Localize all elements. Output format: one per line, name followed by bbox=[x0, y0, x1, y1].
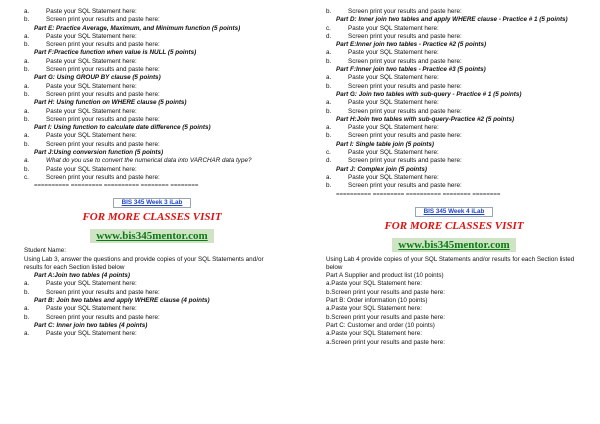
instruction-text: Paste your SQL Statement here: bbox=[348, 124, 439, 132]
body-text-line: Part C: Customer and order (10 points) bbox=[326, 321, 435, 329]
part-heading: Part G: Join two tables with sub-query - Practice # 1 (5 points) bbox=[336, 90, 522, 98]
instruction-line bbox=[24, 108, 280, 116]
list-letter: c. bbox=[326, 24, 331, 32]
instruction-text: Paste your SQL Statement here: bbox=[46, 32, 137, 40]
list-letter: b. bbox=[24, 165, 30, 173]
instruction-text: Paste your SQL Statement here: bbox=[348, 149, 439, 157]
instruction-text: Screen print your results and paste here: bbox=[348, 32, 462, 40]
list-letter: a. bbox=[326, 99, 332, 107]
instruction-text: Screen print your results and paste here: bbox=[348, 8, 462, 15]
instruction-text: Screen print your results and paste here: bbox=[46, 41, 160, 49]
list-letter: b. bbox=[24, 115, 30, 123]
list-letter: a. bbox=[326, 124, 332, 132]
instruction-line bbox=[24, 41, 280, 49]
instruction-text: Screen print your results and paste here: bbox=[348, 82, 462, 90]
list-letter: a. bbox=[24, 57, 30, 65]
instruction-line bbox=[24, 314, 280, 322]
instruction-text: Screen print your results and paste here: bbox=[46, 313, 160, 321]
list-letter: a. bbox=[24, 32, 30, 40]
instruction-text: Screen print your results and paste here: bbox=[46, 115, 160, 123]
instruction-line bbox=[24, 91, 280, 99]
body-text-line: Using Lab 3, answer the questions and provide copies of your SQL Statements and/or results for each Section listed below bbox=[24, 255, 264, 271]
instruction-text: Paste your SQL Statement here: bbox=[348, 74, 439, 82]
promo-heading: FOR MORE CLASSES VISIT bbox=[82, 211, 222, 224]
list-letter: b. bbox=[326, 57, 332, 65]
week4-lab-instructions bbox=[326, 256, 582, 347]
instruction-text: Paste your SQL Statement here: bbox=[46, 8, 137, 15]
instruction-line bbox=[24, 8, 280, 16]
list-letter: b. bbox=[326, 182, 332, 190]
week3-ilab-link[interactable]: BIS 345 Week 3 iLab bbox=[113, 198, 192, 208]
instruction-line bbox=[326, 33, 582, 41]
part-heading: Part J: Complex join (5 points) bbox=[336, 165, 427, 173]
body-text-line: b.Screen print your results and paste here: bbox=[326, 313, 446, 321]
instruction-line bbox=[24, 166, 280, 174]
part-heading: Part E:Inner join two tables - Practice #2 (5 points) bbox=[336, 41, 487, 49]
instruction-text: Paste your SQL Statement here: bbox=[46, 330, 137, 338]
instruction-line bbox=[24, 174, 280, 182]
list-letter: b. bbox=[24, 288, 30, 296]
list-letter: b. bbox=[24, 66, 30, 74]
list-letter: a. bbox=[24, 330, 30, 338]
part-heading: Part I: Using function to calculate date difference (5 points) bbox=[34, 124, 211, 132]
instruction-line bbox=[326, 157, 582, 165]
part-heading: Part I: Single table join (5 points) bbox=[336, 140, 434, 148]
list-letter: a. bbox=[24, 107, 30, 115]
instruction-line bbox=[24, 116, 280, 124]
instruction-text: Paste your SQL Statement here: bbox=[46, 280, 137, 288]
instruction-line bbox=[326, 74, 582, 82]
instruction-text: Paste your SQL Statement here: bbox=[348, 49, 439, 57]
body-text-line: b.Screen print your results and paste here: bbox=[326, 288, 446, 296]
right-column bbox=[326, 8, 582, 347]
instruction-line bbox=[326, 49, 582, 57]
list-letter: a. bbox=[24, 82, 30, 90]
part-heading: Part D: Inner join two tables and apply WHERE clause - Practice # 1 (5 points) bbox=[336, 16, 568, 24]
list-letter: b. bbox=[326, 132, 332, 140]
list-letter: a. bbox=[326, 74, 332, 82]
instruction-line bbox=[24, 16, 280, 24]
instruction-line bbox=[24, 330, 280, 338]
list-letter: c. bbox=[24, 173, 29, 181]
body-text-line: Part B: Order information (10 points) bbox=[326, 297, 428, 305]
list-letter: a. bbox=[24, 305, 30, 313]
instruction-line bbox=[326, 132, 582, 140]
list-letter: b. bbox=[24, 140, 30, 148]
list-letter: b. bbox=[24, 41, 30, 49]
instruction-line bbox=[24, 33, 280, 41]
lab-link-box bbox=[24, 191, 280, 209]
promo-heading: FOR MORE CLASSES VISIT bbox=[384, 219, 524, 232]
part-heading: Part B: Join two tables and apply WHERE clause (4 points) bbox=[34, 297, 210, 305]
instruction-line bbox=[326, 58, 582, 66]
body-text-line: Student Name: bbox=[24, 247, 67, 255]
list-letter: b. bbox=[326, 8, 332, 15]
body-text-line: Part A Supplier and product list (10 points) bbox=[326, 272, 444, 280]
instruction-line bbox=[24, 305, 280, 313]
week3-lab-instructions bbox=[24, 247, 280, 338]
instruction-line bbox=[24, 66, 280, 74]
instruction-text: Screen print your results and paste here: bbox=[348, 57, 462, 65]
instruction-text: Paste your SQL Statement here: bbox=[46, 165, 137, 173]
part-heading: Part H: Using function on WHERE clause (5 points) bbox=[34, 99, 187, 107]
instruction-text: Screen print your results and paste here: bbox=[46, 140, 160, 148]
instruction-text: Screen print your results and paste here: bbox=[348, 107, 462, 115]
instruction-line bbox=[24, 58, 280, 66]
separator-line: ========== ========= ========== ======== ======== bbox=[336, 191, 501, 198]
list-letter: a. bbox=[326, 173, 332, 181]
body-text-line: a.Paste your SQL Statement here: bbox=[326, 280, 423, 288]
instruction-line bbox=[326, 99, 582, 107]
instruction-line bbox=[24, 83, 280, 91]
instruction-text: Paste your SQL Statement here: bbox=[348, 24, 439, 32]
instruction-text: Paste your SQL Statement here: bbox=[46, 305, 137, 313]
part-heading: Part F:Inner join two tables - Practice #3 (5 points) bbox=[336, 66, 486, 74]
list-letter: b. bbox=[24, 16, 30, 24]
promo-url-box bbox=[24, 226, 280, 244]
body-text-line: a.Paste your SQL Statement here: bbox=[326, 305, 423, 313]
instruction-text: Screen print your results and paste here: bbox=[46, 90, 160, 98]
instruction-text: Paste your SQL Statement here: bbox=[46, 57, 137, 65]
instruction-text: Screen print your results and paste here: bbox=[46, 173, 160, 181]
part-heading: Part A:Join two tables (4 points) bbox=[34, 272, 130, 280]
instruction-text: Paste your SQL Statement here: bbox=[46, 132, 137, 140]
instruction-line bbox=[326, 108, 582, 116]
week4-ilab-link[interactable]: BIS 345 Week 4 iLab bbox=[415, 207, 494, 217]
instruction-text: Screen print your results and paste here: bbox=[46, 66, 160, 74]
list-letter: a. bbox=[24, 280, 30, 288]
list-letter: b. bbox=[326, 107, 332, 115]
instruction-line bbox=[326, 25, 582, 33]
instruction-text: Paste your SQL Statement here: bbox=[348, 99, 439, 107]
week3-parts-continued bbox=[326, 8, 582, 191]
instruction-line bbox=[326, 174, 582, 182]
list-letter: d. bbox=[326, 157, 332, 165]
instruction-line bbox=[326, 149, 582, 157]
list-letter: b. bbox=[24, 313, 30, 321]
instruction-text: Screen print your results and paste here: bbox=[348, 182, 462, 190]
part-heading: Part J:Using conversion function (5 points) bbox=[34, 149, 164, 157]
instruction-text: Paste your SQL Statement here: bbox=[46, 82, 137, 90]
instruction-line bbox=[24, 141, 280, 149]
instruction-line bbox=[326, 124, 582, 132]
instruction-text: Paste your SQL Statement here: bbox=[46, 107, 137, 115]
part-heading: Part F:Practice function when value is NULL (5 points) bbox=[34, 49, 197, 57]
lab-link-box bbox=[326, 200, 582, 218]
part-heading: Part H:Join two tables with sub-query-Practice #2 (5 points) bbox=[336, 115, 515, 123]
list-letter: a. bbox=[24, 132, 30, 140]
instruction-text: Screen print your results and paste here: bbox=[348, 157, 462, 165]
body-text-line: a.Paste your SQL Statement here: bbox=[326, 330, 423, 338]
list-letter: a. bbox=[24, 157, 30, 165]
list-letter: a. bbox=[24, 8, 30, 15]
list-letter: b. bbox=[326, 82, 332, 90]
promo-url-box bbox=[326, 235, 582, 253]
left-column bbox=[24, 8, 280, 339]
instruction-text: Screen print your results and paste here: bbox=[348, 132, 462, 140]
instruction-text: What do you use to convert the numerical data into VARCHAR data type? bbox=[46, 157, 252, 165]
instruction-line bbox=[326, 83, 582, 91]
instruction-line bbox=[24, 280, 280, 288]
part-heading: Part C: Inner join two tables (4 points) bbox=[34, 321, 148, 329]
list-letter: d. bbox=[326, 32, 332, 40]
separator-line: ========== ========= ========== ======== ======== bbox=[34, 183, 199, 190]
instruction-line bbox=[326, 182, 582, 190]
part-heading: Part E: Practice Average, Maximum, and Minimum function (5 points) bbox=[34, 24, 241, 32]
instruction-line bbox=[326, 8, 582, 16]
week3-parts-list bbox=[24, 8, 280, 182]
body-text-line: a.Screen print your results and paste here: bbox=[326, 338, 446, 346]
list-letter: c. bbox=[326, 149, 331, 157]
instruction-text: Screen print your results and paste here: bbox=[46, 288, 160, 296]
body-text-line: Using Lab 4 provide copies of your SQL Statements and/or results for each Section listed below bbox=[326, 255, 575, 271]
promo-url-link[interactable]: www.bis345mentor.com bbox=[90, 229, 213, 243]
question-line bbox=[24, 157, 280, 165]
promo-url-link[interactable]: www.bis345mentor.com bbox=[392, 238, 515, 252]
part-heading: Part G: Using GROUP BY clause (5 points) bbox=[34, 74, 161, 82]
instruction-line bbox=[24, 289, 280, 297]
instruction-text: Paste your SQL Statement here: bbox=[348, 173, 439, 181]
instruction-text: Screen print your results and paste here: bbox=[46, 16, 160, 24]
instruction-line bbox=[24, 132, 280, 140]
list-letter: a. bbox=[326, 49, 332, 57]
list-letter: b. bbox=[24, 90, 30, 98]
